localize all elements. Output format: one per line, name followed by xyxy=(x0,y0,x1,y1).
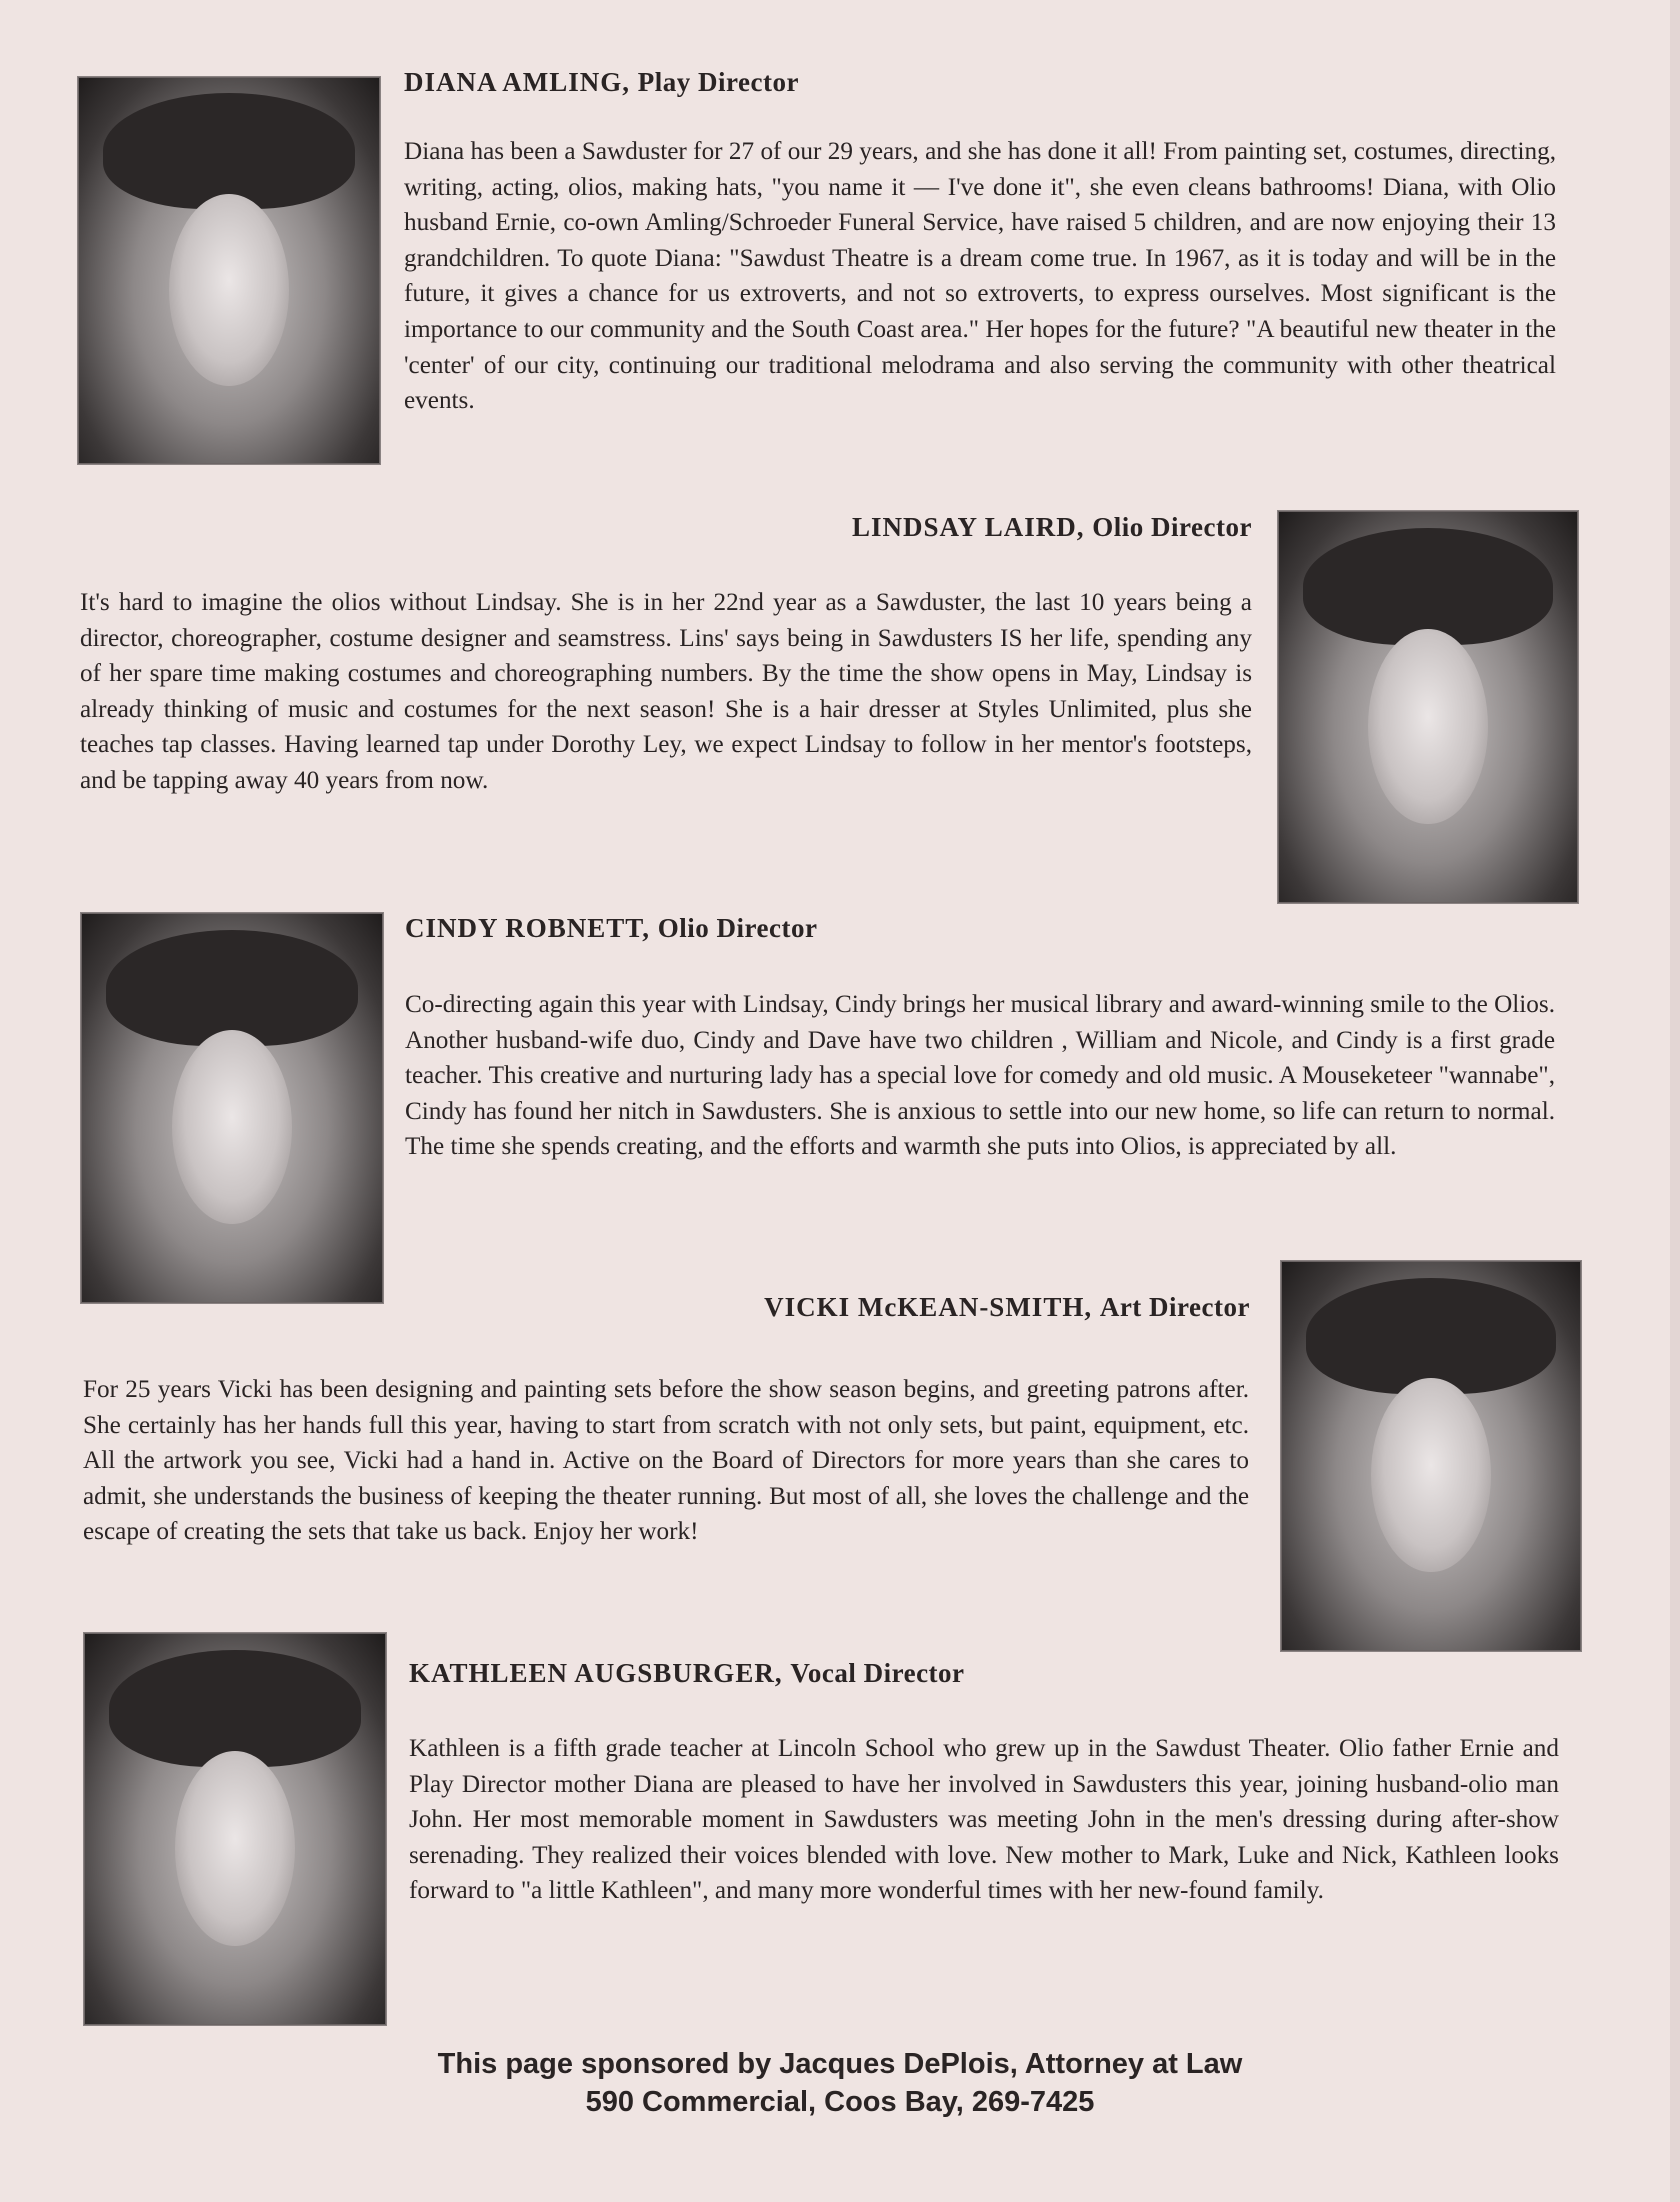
hat-shape xyxy=(106,930,358,1046)
profile-role: Vocal Director xyxy=(790,1658,965,1688)
hat-shape xyxy=(1306,1278,1556,1394)
profile-role: Art Director xyxy=(1099,1292,1250,1322)
face-shape xyxy=(1368,629,1487,824)
profile-heading xyxy=(404,67,799,98)
profile-name: KATHLEEN AUGSBURGER, xyxy=(409,1658,783,1688)
profile-bio: Diana has been a Sawduster for 27 of our 29 years, and she has done it all! From painting set, costumes, directing, writing, acting, olios, making hats, "you name it — I've done it", she even cleans bathrooms! Diana, with Olio husband Ernie, co-own Amling/Schroeder Funeral Service, have raised 5 children, and are now enjoying their 13 grandchildren. To quote Diana: "Sawdust Theatre is a dream come true. In 1967, as it is today and will be in the future, it gives a chance for us extroverts, and not so extroverts, to express ourselves. Most significant is the importance to our community and the South Coast area." Her hopes for the future? "A beautiful new theater in the 'center' of our city, continuing our traditional melodrama and also serving the community with other theatrical events. xyxy=(404,138,1556,415)
profile-heading xyxy=(405,913,817,944)
profile-role: Play Director xyxy=(637,67,799,97)
lindsay-laird-photo xyxy=(1278,511,1578,903)
face-shape xyxy=(172,1030,292,1224)
profile-role: Olio Director xyxy=(657,913,818,943)
profile-heading xyxy=(409,1658,965,1689)
face-shape xyxy=(175,1751,295,1946)
face-shape xyxy=(1371,1378,1490,1572)
profile-name: VICKI McKEAN-SMITH, xyxy=(764,1292,1093,1322)
profile-bio: Kathleen is a fifth grade teacher at Lincoln School who grew up in the Sawdust Theater. Olio father Ernie and Play Director mother Diana are pleased to have her involved in Sawdusters this year, joining husband-olio man John. Her most memorable moment in Sawdusters was meeting John in the men's dressing during after-show serenading. They realized their voices blended with love. New mother to Mark, Luke and Nick, Kathleen looks forward to "a little Kathleen", and many more wonderful times with her new-found family. xyxy=(409,1735,1559,1905)
kathleen-augsburger-photo xyxy=(84,1633,386,2025)
profile-name: DIANA AMLING, xyxy=(404,67,631,97)
face-shape xyxy=(169,194,289,387)
sponsor-line-1: This page sponsored by Jacques DePlois, Attorney at Law xyxy=(437,2048,1243,2080)
hat-shape xyxy=(103,93,355,209)
profile-name: CINDY ROBNETT, xyxy=(405,913,651,943)
sponsor-credit xyxy=(0,2045,1680,2121)
profile-name: LINDSAY LAIRD, xyxy=(851,512,1085,542)
hat-shape xyxy=(1303,528,1553,645)
profile-bio: Co-directing again this year with Lindsay, Cindy brings her musical library and award-winning smile to the Olios. Another husband-wife duo, Cindy and Dave have two children , William and Nicole, and Cindy is a first grade teacher. This creative and nurturing lady has a special love for comedy and old music. A Mouseketeer "wannabe", Cindy has found her nitch in Sawdusters. She is anxious to settle into our new home, so life can return to normal. The time she spends creating, and the efforts and warmth she puts into Olios, is appreciated by all. xyxy=(405,991,1555,1161)
diana-amling-photo xyxy=(78,77,380,464)
hat-shape xyxy=(109,1650,361,1767)
profile-heading xyxy=(852,512,1252,543)
sponsor-line-2: 590 Commercial, Coos Bay, 269-7425 xyxy=(585,2086,1095,2118)
profile-heading xyxy=(764,1292,1250,1323)
profile-bio: It's hard to imagine the olios without Lindsay. She is in her 22nd year as a Sawduster, the last 10 years being a director, choreographer, costume designer and seamstress. Lins' says being in Sawdusters IS her life, spending any of her spare time making costumes and choreographing numbers. By the time the show opens in May, Lindsay is already thinking of music and costumes for the next season! She is a hair dresser at Styles Unlimited, plus she teaches tap classes. Having learned tap under Dorothy Ley, we expect Lindsay to follow in her mentor's footsteps, and be tapping away 40 years from now. xyxy=(80,589,1252,794)
profile-role: Olio Director xyxy=(1092,512,1252,542)
vicki-mckean-smith-photo xyxy=(1281,1261,1581,1651)
profile-bio: For 25 years Vicki has been designing and painting sets before the show season begins, and greeting patrons after. She certainly has her hands full this year, having to start from scratch with not only sets, but paint, equipment, etc. All the artwork you see, Vicki had a hand in. Active on the Board of Directors for more years than she cares to admit, she understands the business of keeping the theater running. But most of all, she loves the challenge and the escape of creating the sets that take us back. Enjoy her work! xyxy=(83,1376,1249,1546)
cindy-robnett-photo xyxy=(81,913,383,1303)
